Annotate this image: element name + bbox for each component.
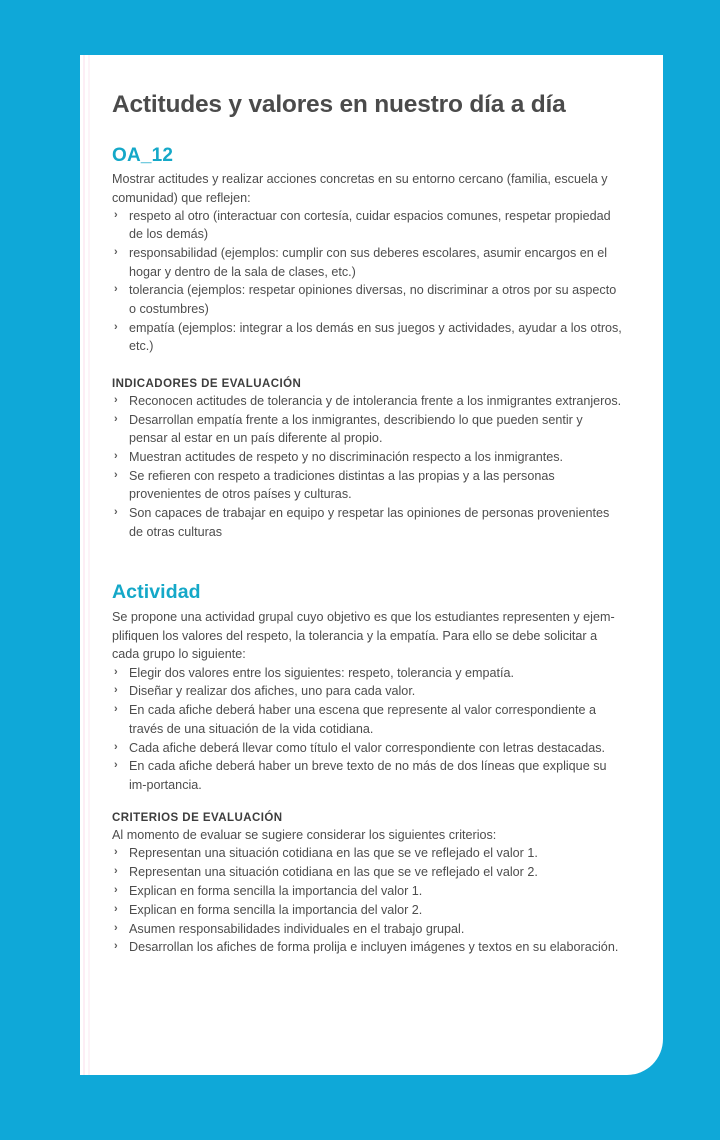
list-item: [112, 920, 623, 938]
list-item-text: Asumen responsabilidades individuales en el trabajo grupal.: [129, 921, 465, 936]
list-item-text: En cada afiche deberá haber una escena que represente al valor correspondiente a través de una situación de la vida cotidiana.: [129, 703, 596, 736]
chevron-right-icon: ›: [114, 320, 118, 333]
list-item-text: Elegir dos valores entre los siguientes: respeto, tolerancia y empatía.: [129, 665, 515, 680]
list-item: [112, 682, 623, 700]
objective-code: OA_12: [112, 145, 174, 167]
list-item-text: Muestran actitudes de respeto y no discriminación respecto a los inmigrantes.: [129, 450, 563, 465]
criteria-heading: CRITERIOS DE EVALUACIÓN: [112, 811, 283, 824]
list-item: [112, 319, 623, 356]
list-item-text: tolerancia (ejemplos: respetar opiniones diversas, no discriminar a otros por su aspecto o costumbres): [129, 283, 617, 316]
indicators-list: [112, 392, 623, 541]
list-item-text: Representan una situación cotidiana en las que se ve reflejado el valor 1.: [129, 846, 538, 861]
list-item-text: En cada afiche deberá haber un breve texto de no más de dos líneas que explique su im-portancia.: [129, 759, 607, 792]
list-item: [112, 882, 623, 900]
chevron-right-icon: ›: [114, 883, 118, 896]
list-item-text: Diseñar y realizar dos afiches, uno para cada valor.: [129, 684, 416, 699]
print-registration-line-left: [83, 55, 85, 1075]
chevron-right-icon: ›: [114, 246, 118, 259]
chevron-right-icon: ›: [114, 684, 118, 697]
list-item: [112, 701, 623, 738]
chevron-right-icon: ›: [114, 864, 118, 877]
list-item-text: Reconocen actitudes de tolerancia y de intolerancia frente a los inmigrantes extranjeros.: [129, 393, 622, 408]
list-item: [112, 863, 623, 881]
list-item: [112, 467, 623, 504]
activity-list: [112, 664, 623, 795]
chevron-right-icon: ›: [114, 412, 118, 425]
list-item-text: Desarrollan los afiches de forma prolija e incluyen imágenes y textos en su elaboración.: [129, 940, 619, 955]
list-item-text: Explican en forma sencilla la importancia del valor 2.: [129, 902, 423, 917]
chevron-right-icon: ›: [114, 393, 118, 406]
list-item-text: Representan una situación cotidiana en las que se ve reflejado el valor 2.: [129, 864, 538, 879]
chevron-right-icon: ›: [114, 283, 118, 296]
list-item: [112, 411, 623, 448]
objective-list: [112, 207, 623, 356]
objective-intro: Mostrar actitudes y realizar acciones concretas en su entorno cercano (familia, escuela y comunidad) que reflejen:: [112, 172, 608, 205]
list-item: [112, 901, 623, 919]
list-item-text: Explican en forma sencilla la importancia del valor 1.: [129, 883, 423, 898]
chevron-right-icon: ›: [114, 759, 118, 772]
list-item-text: empatía (ejemplos: integrar a los demás en sus juegos y actividades, ayudar a los otros, etc.): [129, 320, 622, 354]
list-item: [112, 207, 623, 244]
list-item: [112, 844, 623, 862]
list-item: [112, 504, 623, 541]
list-item: [112, 281, 623, 318]
list-item-text: responsabilidad (ejemplos: cumplir con sus deberes escolares, asumir encargos en el hogar y dentro de la sala de clases, etc.): [129, 246, 608, 279]
criteria-intro: Al momento de evaluar se sugiere considerar los siguientes criterios:: [112, 827, 497, 842]
list-item-text: Cada afiche deberá llevar como título el valor correspondiente con letras destacadas.: [129, 740, 606, 755]
chevron-right-icon: ›: [114, 740, 118, 753]
chevron-right-icon: ›: [114, 208, 118, 221]
chevron-right-icon: ›: [114, 940, 118, 953]
indicators-heading: INDICADORES DE EVALUACIÓN: [112, 377, 302, 390]
list-item: [112, 664, 623, 682]
list-item: [112, 757, 623, 794]
page-title: Actitudes y valores en nuestro día a día: [112, 91, 566, 118]
list-item: [112, 739, 623, 757]
list-item: [112, 938, 623, 956]
document-card: [80, 55, 663, 1075]
list-item: [112, 448, 623, 466]
chevron-right-icon: ›: [114, 468, 118, 481]
chevron-right-icon: ›: [114, 902, 118, 915]
activity-heading: Actividad: [112, 581, 201, 604]
chevron-right-icon: ›: [114, 506, 118, 519]
list-item-text: Son capaces de trabajar en equipo y respetar las opiniones de personas provenientes de otras culturas: [129, 506, 610, 539]
chevron-right-icon: ›: [114, 450, 118, 463]
print-registration-line-left-secondary: [88, 55, 90, 1075]
list-item-text: Desarrollan empatía frente a los inmigrantes, describiendo lo que pueden sentir y pensar al estar en un país diferente al propio.: [129, 412, 583, 446]
chevron-right-icon: ›: [114, 846, 118, 859]
list-item: [112, 244, 623, 281]
chevron-right-icon: ›: [114, 665, 118, 678]
list-item: [112, 392, 623, 410]
list-item-text: Se refieren con respeto a tradiciones distintas a las propias y a las personas provenientes de otros países y culturas.: [129, 468, 555, 502]
activity-intro: Se propone una actividad grupal cuyo objetivo es que los estudiantes representen y ejem-plifiquen los valores del respeto, la tolerancia y la empatía. Para ello se debe solicitar a cada grupo lo siguiente:: [112, 610, 615, 662]
criteria-list: [112, 844, 623, 957]
list-item-text: respeto al otro (interactuar con cortesía, cuidar espacios comunes, respetar propiedad de los demás): [129, 208, 611, 242]
chevron-right-icon: ›: [114, 703, 118, 716]
chevron-right-icon: ›: [114, 921, 118, 934]
